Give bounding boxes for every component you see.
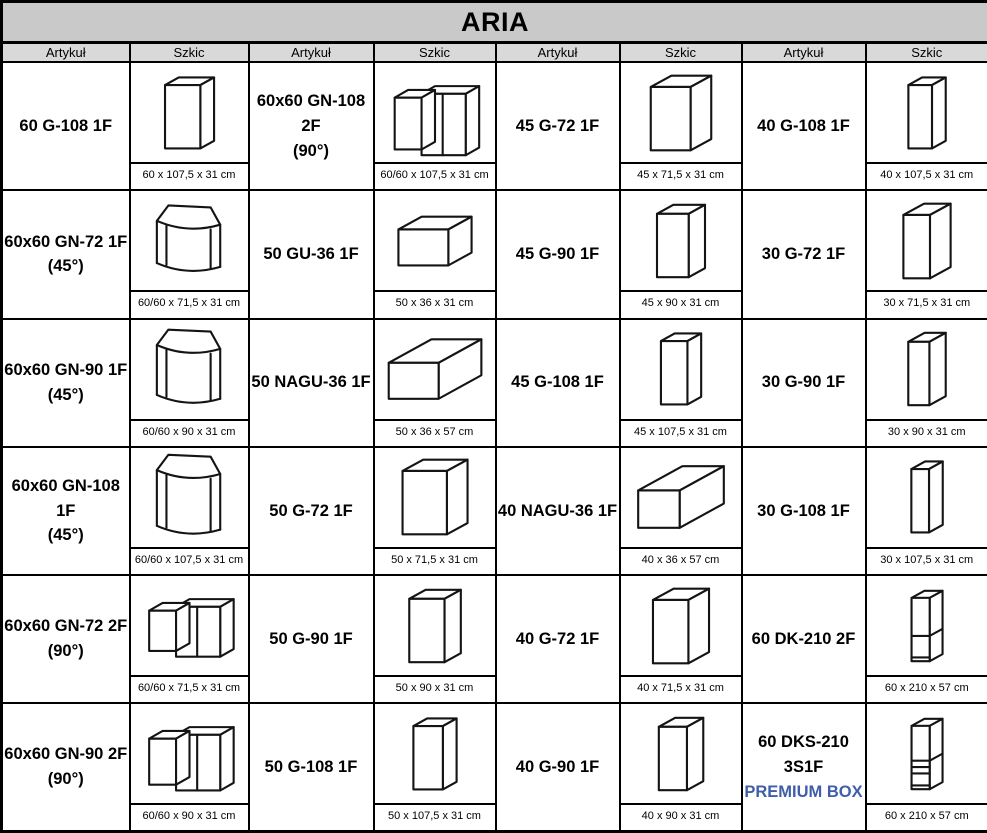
catalog-row: [2, 575, 987, 703]
sketch-drawing: [621, 320, 741, 419]
sketch-dimensions: 30 x 90 x 31 cm: [867, 419, 987, 444]
article-code: 40 G-72 1F: [515, 629, 600, 648]
sketch-wrap: [621, 320, 741, 444]
wall-cabinet-box-icon: [622, 578, 740, 674]
corner-cabinet-45-icon: [131, 321, 248, 417]
sketch-dimensions: 60 x 210 x 57 cm: [867, 803, 987, 828]
column-header-artykul: Artykuł: [496, 43, 620, 63]
corner-cabinet-45-icon: [131, 193, 248, 289]
article-cell: [496, 575, 620, 703]
article-code: 50 G-72 1F: [269, 501, 353, 520]
sketch-dimensions: 30 x 71,5 x 31 cm: [867, 290, 987, 315]
wall-cabinet-box-icon: [868, 193, 986, 289]
sketch-drawing: [375, 704, 495, 803]
sketch-cell: [374, 447, 496, 575]
sketch-wrap: [375, 191, 495, 315]
article-code: 50 G-108 1F: [264, 757, 358, 776]
article-code: 40 G-90 1F: [515, 757, 600, 776]
sketch-drawing: [131, 448, 248, 547]
tall-cabinet-3s1f-icon: [868, 706, 986, 802]
sketch-dimensions: 40 x 90 x 31 cm: [621, 803, 741, 828]
sketch-drawing: [621, 63, 741, 162]
sketch-cell: [130, 575, 249, 703]
sketch-cell: [374, 703, 496, 831]
sketch-wrap: [621, 191, 741, 315]
column-header-szkic: Szkic: [130, 43, 249, 63]
article-cell: [742, 447, 866, 575]
sketch-cell: [866, 575, 987, 703]
sketch-cell: [620, 447, 742, 575]
article-code: 60x60 GN-72 2F: [4, 617, 128, 636]
sketch-dimensions: 60/60 x 107,5 x 31 cm: [131, 547, 248, 572]
sketch-cell: [866, 190, 987, 318]
article-cell: [2, 319, 130, 447]
corner-cabinet-90-icon: [376, 65, 494, 161]
sketch-drawing: [375, 63, 495, 162]
column-header-artykul: Artykuł: [2, 43, 130, 63]
sketch-cell: [130, 190, 249, 318]
corner-cabinet-90-icon: [131, 578, 248, 674]
article-cell: [249, 190, 374, 318]
column-header-artykul: Artykuł: [742, 43, 866, 63]
sketch-drawing: [131, 63, 248, 162]
sketch-drawing: [375, 448, 495, 547]
sketch-wrap: [375, 320, 495, 444]
sketch-wrap: [375, 704, 495, 828]
sketch-dimensions: 50 x 90 x 31 cm: [375, 675, 495, 700]
article-code: (90°): [47, 642, 84, 661]
sketch-drawing: [131, 320, 248, 419]
article-code: 60x60 GN-108: [256, 92, 366, 110]
sketch-dimensions: 60/60 x 71,5 x 31 cm: [131, 675, 248, 700]
sketch-dimensions: 45 x 107,5 x 31 cm: [621, 419, 741, 444]
article-code: (45°): [47, 257, 84, 276]
article-cell: [742, 62, 866, 190]
sketch-drawing: [867, 191, 987, 290]
article-code: 2F: [301, 116, 321, 135]
article-code: (90°): [47, 770, 84, 789]
flap-cabinet-box-icon: [376, 321, 494, 417]
article-code: 60x60 GN-90 2F: [4, 745, 128, 764]
sketch-dimensions: 40 x 71,5 x 31 cm: [621, 675, 741, 700]
wall-cabinet-box-icon: [376, 706, 494, 802]
article-code: 60x60 GN-72 1F: [4, 232, 128, 251]
wall-cabinet-box-icon: [376, 578, 494, 674]
sketch-drawing: [867, 63, 987, 162]
article-cell: [2, 703, 130, 831]
sketch-drawing: [867, 320, 987, 419]
article-cell: [742, 319, 866, 447]
sketch-dimensions: 45 x 71,5 x 31 cm: [621, 162, 741, 187]
article-cell: [496, 703, 620, 831]
catalog-title: ARIA: [2, 2, 987, 43]
sketch-dimensions: 50 x 36 x 31 cm: [375, 290, 495, 315]
sketch-dimensions: 60/60 x 90 x 31 cm: [131, 419, 248, 444]
sketch-wrap: [375, 63, 495, 187]
sketch-wrap: [131, 320, 248, 444]
sketch-dimensions: 40 x 107,5 x 31 cm: [867, 162, 987, 187]
wall-cabinet-box-icon: [622, 706, 740, 802]
flap-cabinet-box-icon: [622, 449, 740, 545]
wall-cabinet-box-icon: [622, 65, 740, 161]
sketch-dimensions: 60/60 x 107,5 x 31 cm: [375, 162, 495, 187]
column-header-artykul: Artykuł: [249, 43, 374, 63]
article-code: 30 G-108 1F: [757, 501, 850, 520]
article-code: 45 G-90 1F: [515, 245, 600, 263]
article-code: 50 GU-36 1F: [263, 245, 359, 263]
sketch-wrap: [621, 704, 741, 828]
article-cell: [2, 190, 130, 318]
article-code: 30 G-90 1F: [761, 373, 846, 392]
article-code: 60x60 GN-108 1F: [11, 476, 120, 520]
article-code: 60 G-108 1F: [19, 116, 113, 135]
article-cell: [742, 575, 866, 703]
sketch-wrap: [621, 576, 741, 700]
catalog-row: [2, 62, 987, 190]
corner-cabinet-90-icon: [131, 706, 248, 802]
article-code: 45 G-108 1F: [511, 373, 604, 392]
sketch-cell: [130, 447, 249, 575]
column-header-row: [2, 43, 987, 63]
sketch-wrap: [131, 191, 248, 315]
sketch-wrap: [131, 576, 248, 700]
wall-cabinet-box-icon: [868, 449, 986, 545]
sketch-cell: [130, 62, 249, 190]
sketch-wrap: [867, 704, 987, 828]
article-cell: [249, 703, 374, 831]
sketch-drawing: [621, 448, 741, 547]
column-header-szkic: Szkic: [374, 43, 496, 63]
sketch-dimensions: 50 x 107,5 x 31 cm: [375, 803, 495, 828]
sketch-wrap: [131, 448, 248, 572]
sketch-drawing: [375, 576, 495, 675]
wall-cabinet-box-icon: [131, 65, 248, 161]
sketch-wrap: [621, 63, 741, 187]
catalog-rows: [2, 62, 987, 832]
catalog-row: [2, 447, 987, 575]
article-code: 30 G-72 1F: [761, 245, 846, 263]
column-header-szkic: Szkic: [620, 43, 742, 63]
article-code: 60x60 GN-90 1F: [4, 360, 128, 379]
sketch-cell: [866, 62, 987, 190]
sketch-wrap: [621, 448, 741, 572]
article-code: (45°): [47, 526, 84, 545]
sketch-drawing: [621, 191, 741, 290]
sketch-dimensions: 45 x 90 x 31 cm: [621, 290, 741, 315]
tall-cabinet-2f-icon: [868, 578, 986, 674]
article-cell: [496, 447, 620, 575]
article-code: 40 NAGU-36 1F: [497, 501, 618, 520]
article-cell: [249, 319, 374, 447]
article-code: 60 DKS-210 3S1F: [758, 733, 849, 776]
sketch-drawing: [375, 320, 495, 419]
sketch-cell: [620, 319, 742, 447]
sketch-dimensions: 60/60 x 71,5 x 31 cm: [131, 290, 248, 315]
sketch-wrap: [375, 448, 495, 572]
sketch-dimensions: 60 x 210 x 57 cm: [867, 675, 987, 700]
sketch-drawing: [621, 704, 741, 803]
sketch-wrap: [867, 576, 987, 700]
article-cell: [249, 575, 374, 703]
article-cell: [2, 62, 130, 190]
sketch-drawing: [621, 576, 741, 675]
article-code: 60 DK-210 2F: [751, 629, 856, 648]
sketch-cell: [620, 190, 742, 318]
sketch-drawing: [867, 448, 987, 547]
article-code: (90°): [293, 141, 329, 160]
article-cell: [2, 447, 130, 575]
article-cell: [249, 62, 374, 190]
sketch-dimensions: 60/60 x 90 x 31 cm: [131, 803, 248, 828]
sketch-cell: [866, 447, 987, 575]
sketch-drawing: [375, 191, 495, 290]
sketch-cell: [620, 703, 742, 831]
sketch-cell: [866, 703, 987, 831]
article-code: 50 G-90 1F: [269, 629, 353, 648]
sketch-drawing: [867, 704, 987, 803]
wall-cabinet-box-icon: [376, 449, 494, 545]
wall-cabinet-box-icon: [868, 321, 986, 417]
sketch-dimensions: 60 x 107,5 x 31 cm: [131, 162, 248, 187]
wall-cabinet-box-icon: [376, 193, 494, 289]
sketch-wrap: [867, 320, 987, 444]
sketch-cell: [620, 575, 742, 703]
article-code: 45 G-72 1F: [515, 116, 600, 135]
sketch-cell: [374, 62, 496, 190]
sketch-wrap: [867, 191, 987, 315]
corner-cabinet-45-icon: [131, 449, 248, 545]
sketch-cell: [130, 319, 249, 447]
sketch-drawing: [867, 576, 987, 675]
sketch-wrap: [375, 576, 495, 700]
sketch-dimensions: 30 x 107,5 x 31 cm: [867, 547, 987, 572]
sketch-wrap: [131, 63, 248, 187]
article-cell: [496, 319, 620, 447]
catalog-row: [2, 319, 987, 447]
sketch-cell: [866, 319, 987, 447]
article-cell: [496, 190, 620, 318]
sketch-cell: [374, 190, 496, 318]
article-code: (45°): [47, 385, 84, 404]
sketch-dimensions: 40 x 36 x 57 cm: [621, 547, 741, 572]
article-code: 50 NAGU-36 1F: [251, 373, 371, 392]
sketch-cell: [374, 319, 496, 447]
wall-cabinet-box-icon: [622, 193, 740, 289]
article-code: 40 G-108 1F: [757, 116, 850, 135]
sketch-drawing: [131, 576, 248, 675]
article-cell: [496, 62, 620, 190]
sketch-wrap: [867, 448, 987, 572]
article-cell: [249, 447, 374, 575]
article-cell: [2, 575, 130, 703]
sketch-wrap: [131, 704, 248, 828]
catalog-row: [2, 703, 987, 831]
sketch-drawing: [131, 191, 248, 290]
sketch-cell: [374, 575, 496, 703]
column-header-szkic: Szkic: [866, 43, 987, 63]
sketch-cell: [130, 703, 249, 831]
sketch-drawing: [131, 704, 248, 803]
sketch-wrap: [867, 63, 987, 187]
wall-cabinet-box-icon: [622, 321, 740, 417]
sketch-dimensions: 50 x 71,5 x 31 cm: [375, 547, 495, 572]
sketch-cell: [620, 62, 742, 190]
sketch-dimensions: 50 x 36 x 57 cm: [375, 419, 495, 444]
article-cell: [742, 703, 866, 831]
catalog-row: [2, 190, 987, 318]
wall-cabinet-box-icon: [868, 65, 986, 161]
premium-box-label: PREMIUM BOX: [744, 782, 863, 801]
article-cell: [742, 190, 866, 318]
